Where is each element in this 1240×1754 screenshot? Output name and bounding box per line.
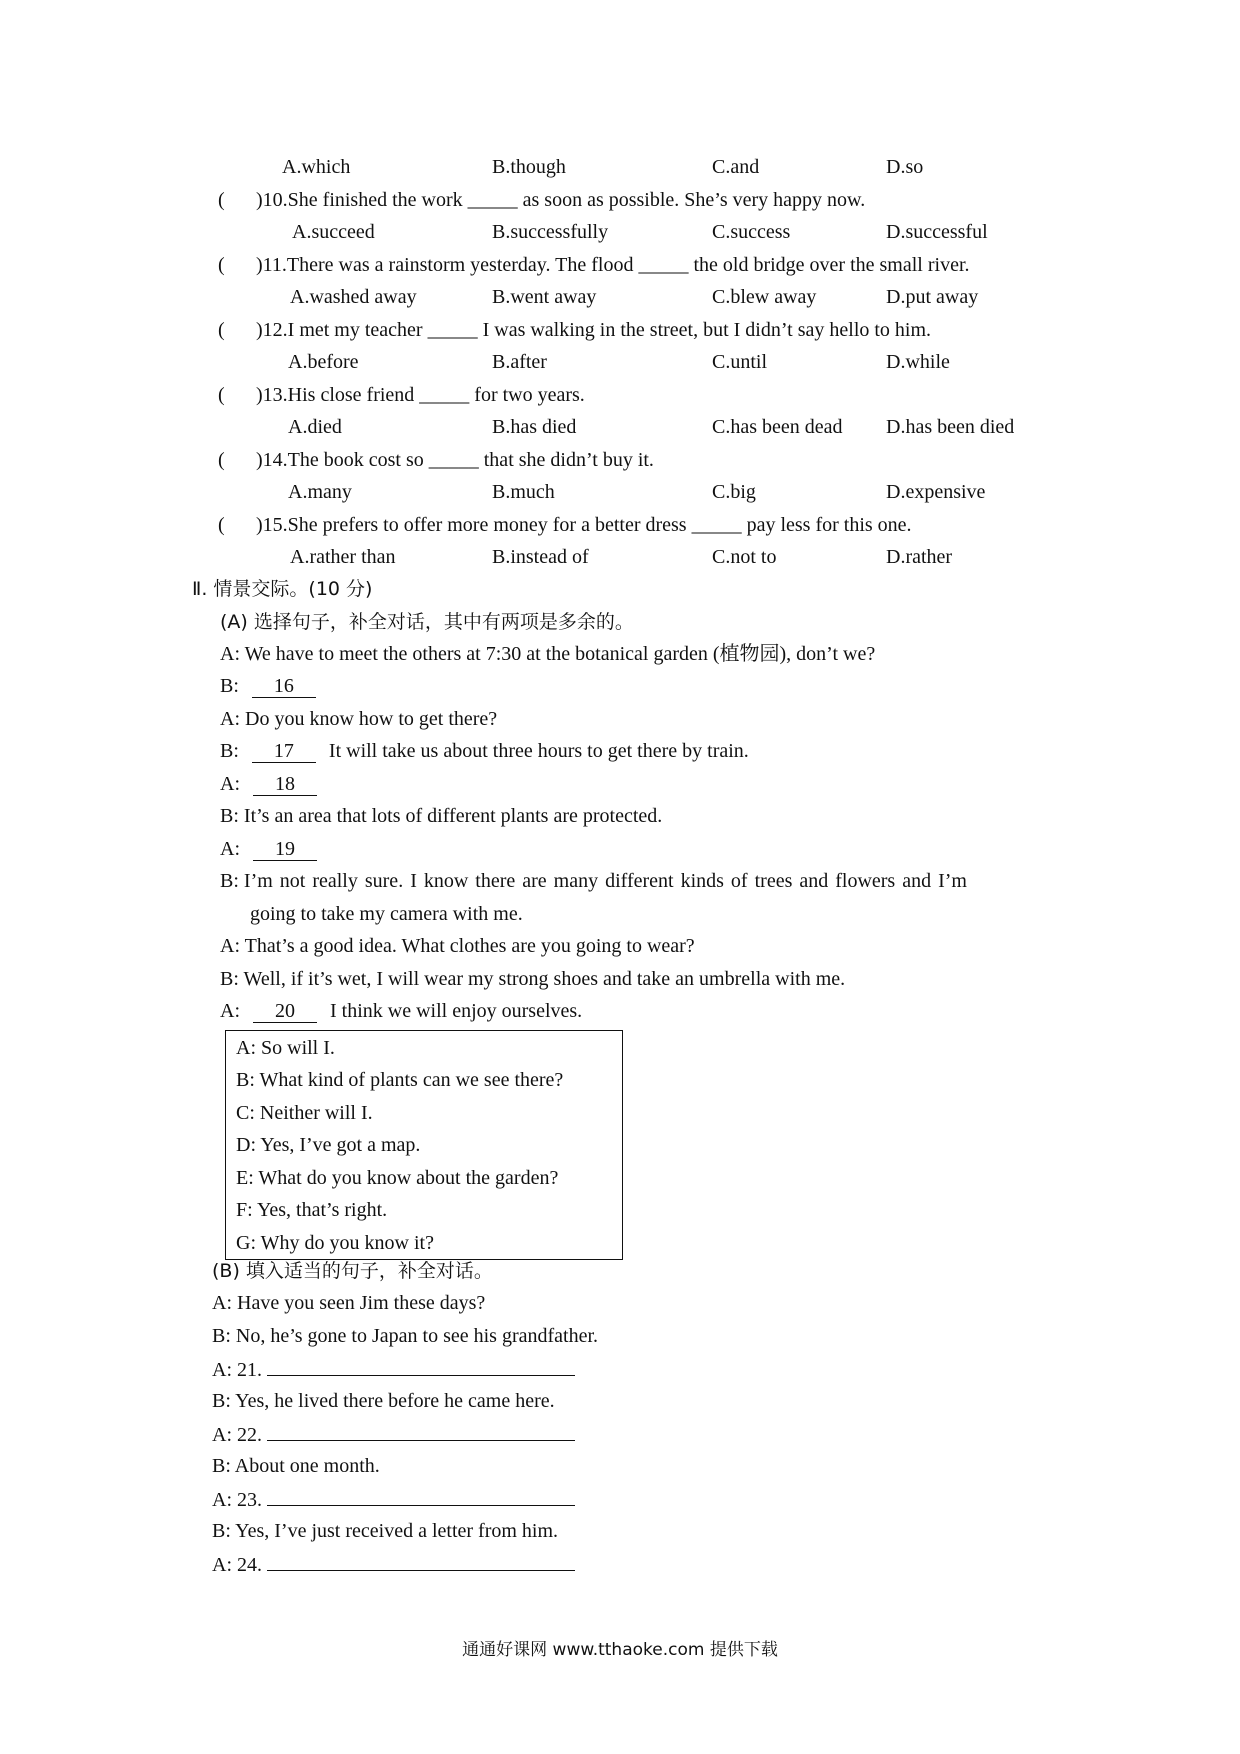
dialogue-line (250, 901, 523, 927)
dialogue-text: B: Yes, I’ve just received a letter from him. (212, 1520, 559, 1542)
dialogue-text: A: 21. (212, 1359, 262, 1381)
dialogue-text: Well, if it’s wet, I will wear my strong shoes and take an umbrella with me. (243, 968, 846, 990)
answer-blank[interactable]: 20 (253, 1000, 317, 1023)
option-d: D.while (886, 351, 950, 373)
option-a: A.many (288, 481, 352, 503)
dialogue-line (212, 1388, 555, 1414)
dialogue-line (220, 673, 316, 699)
choice-box (225, 1030, 623, 1260)
speaker: B: (220, 870, 239, 892)
dialogue-line (212, 1323, 598, 1349)
question-stem: )14.The book cost so _____ that she didn’t buy it. (256, 449, 654, 471)
dialogue-text: A: Have you seen Jim these days? (212, 1292, 486, 1314)
dialogue-text: We have to meet the others at 7:30 at the botanical garden (植物园), don’t we? (244, 643, 876, 665)
option-d: D.rather (886, 546, 953, 568)
option-c: C.and (712, 156, 760, 178)
dialogue-text: going to take my camera with me. (250, 903, 523, 925)
option-b: B.much (492, 481, 555, 503)
dialogue-text: B: Yes, he lived there before he came here. (212, 1390, 555, 1412)
question-stem: )12.I met my teacher _____ I was walking in the street, but I didn’t say hello to him. (256, 319, 932, 341)
dialogue-text: That’s a good idea. What clothes are you going to wear? (244, 935, 695, 957)
dialogue-line (220, 641, 875, 667)
section-title: Ⅱ. 情景交际。(10 分) (192, 578, 373, 600)
answer-blank[interactable]: 17 (252, 740, 316, 763)
dialogue-text: A: 22. (212, 1424, 262, 1446)
option-c: C.not to (712, 546, 777, 568)
speaker: A: (220, 643, 240, 665)
option-c: C.big (712, 481, 756, 503)
dialogue-line (220, 966, 845, 992)
dialogue-line (212, 1290, 485, 1316)
option-b: B.after (492, 351, 547, 373)
answer-line[interactable] (267, 1550, 575, 1571)
option-b: B.instead of (492, 546, 589, 568)
answer-blank[interactable]: 18 (253, 773, 317, 796)
part-b-instruction: (B) 填入适当的句子，补全对话。 (212, 1260, 493, 1282)
choice-item: D: Yes, I’ve got a map. (236, 1134, 421, 1156)
choice-item: G: Why do you know it? (236, 1232, 434, 1254)
dialogue-text: I think we will enjoy ourselves. (330, 1000, 583, 1022)
speaker: A: (220, 1000, 240, 1022)
answer-paren: ( (218, 254, 225, 276)
option-c: C.has been dead (712, 416, 843, 438)
choice-item: C: Neither will I. (236, 1102, 373, 1124)
option-a: A.succeed (292, 221, 375, 243)
dialogue-text: It’s an area that lots of different plants are protected. (243, 805, 663, 827)
answer-paren: ( (218, 384, 225, 406)
dialogue-line (212, 1485, 575, 1513)
speaker: B: (220, 968, 239, 990)
option-a: A.washed away (290, 286, 417, 308)
choice-item: E: What do you know about the garden? (236, 1167, 559, 1189)
dialogue-text: B: No, he’s gone to Japan to see his grandfather. (212, 1325, 599, 1347)
question-stem: )10.She finished the work _____ as soon as possible. She’s very happy now. (256, 189, 866, 211)
answer-blank[interactable]: 16 (252, 675, 316, 698)
option-d: D.put away (886, 286, 979, 308)
speaker: A: (220, 935, 240, 957)
choice-item: B: What kind of plants can we see there? (236, 1069, 564, 1091)
choice-item: F: Yes, that’s right. (236, 1199, 388, 1221)
answer-line[interactable] (267, 1355, 575, 1376)
choice-item: A: So will I. (236, 1037, 335, 1059)
question-stem: )13.His close friend _____ for two years. (256, 384, 585, 406)
dialogue-line (212, 1550, 575, 1578)
speaker: B: (220, 805, 239, 827)
page-footer: 通通好课网 www.tthaoke.com 提供下载 (462, 1640, 778, 1660)
dialogue-line (220, 836, 317, 862)
speaker: B: (220, 675, 239, 697)
option-d: D.successful (886, 221, 988, 243)
option-c: C.until (712, 351, 768, 373)
option-a: A.which (282, 156, 351, 178)
dialogue-line (212, 1355, 575, 1383)
answer-paren: ( (218, 189, 225, 211)
dialogue-line (220, 933, 695, 959)
dialogue-line (220, 706, 497, 732)
dialogue-line (212, 1518, 558, 1544)
option-d: D.expensive (886, 481, 986, 503)
option-b: B.went away (492, 286, 597, 308)
dialogue-line (212, 1420, 575, 1448)
option-d: D.has been died (886, 416, 1015, 438)
question-stem: )15.She prefers to offer more money for a better dress _____ pay less for this one. (256, 514, 912, 536)
option-a: A.rather than (290, 546, 396, 568)
dialogue-line (220, 803, 662, 829)
dialogue-text: I’m not really sure. I know there are many different kinds of trees and flowers and I’m (243, 870, 967, 892)
answer-paren: ( (218, 514, 225, 536)
dialogue-text: Do you know how to get there? (245, 708, 498, 730)
question-stem: )11.There was a rainstorm yesterday. The flood _____ the old bridge over the small river. (256, 254, 970, 276)
speaker: A: (220, 773, 240, 795)
dialogue-line (220, 738, 749, 764)
option-c: C.blew away (712, 286, 817, 308)
speaker: A: (220, 708, 240, 730)
answer-line[interactable] (267, 1420, 575, 1441)
answer-paren: ( (218, 449, 225, 471)
dialogue-line (220, 998, 582, 1024)
option-b: B.successfully (492, 221, 609, 243)
option-b: B.though (492, 156, 566, 178)
dialogue-line (212, 1453, 380, 1479)
dialogue-text: B: About one month. (212, 1455, 380, 1477)
dialogue-text: A: 24. (212, 1554, 262, 1576)
speaker: A: (220, 838, 240, 860)
dialogue-text: It will take us about three hours to get there by train. (328, 740, 749, 762)
option-a: A.died (288, 416, 342, 438)
option-d: D.so (886, 156, 924, 178)
answer-paren: ( (218, 319, 225, 341)
part-a-instruction: (A) 选择句子，补全对话，其中有两项是多余的。 (220, 611, 634, 633)
speaker: B: (220, 740, 239, 762)
answer-line[interactable] (267, 1485, 575, 1506)
answer-blank[interactable]: 19 (253, 838, 317, 861)
dialogue-line (220, 771, 317, 797)
dialogue-line (220, 868, 967, 894)
dialogue-text: A: 23. (212, 1489, 262, 1511)
option-b: B.has died (492, 416, 577, 438)
option-c: C.success (712, 221, 791, 243)
option-a: A.before (288, 351, 359, 373)
